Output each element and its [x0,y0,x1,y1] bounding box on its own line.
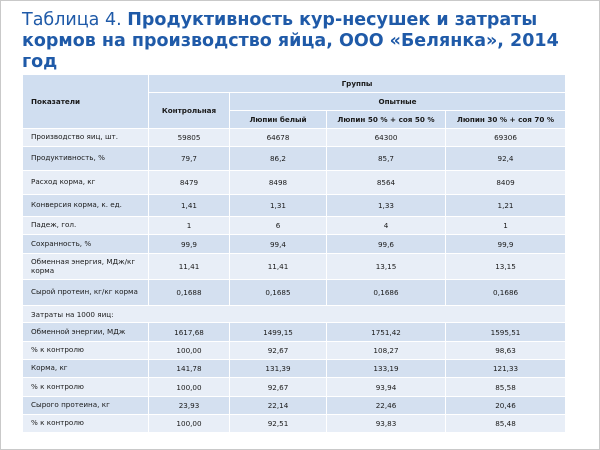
cell-value: 69306 [446,129,566,147]
cell-value: 1595,51 [446,323,566,342]
cell-value: 22,46 [327,397,446,415]
row-label: Обменная энергия, МДж/кг корма [23,254,149,280]
table-row [23,378,566,397]
cell-value: 1 [446,217,566,235]
table-row [23,129,566,147]
table-row [23,306,566,323]
table-row [23,342,566,360]
header-exp-lupin50-soy50: Люпин 50 % + соя 50 % [327,111,446,129]
table-row [23,397,566,415]
cell-value: 92,4 [446,147,566,171]
title-main: Продуктивность кур-несушек и затраты кормов на производство яйца, ООО «Белянка», 2014 год [22,10,559,72]
row-label: Сохранность, % [23,235,149,254]
cell-value: 0,1686 [446,280,566,306]
cell-value: 133,19 [327,360,446,378]
table-row [23,235,566,254]
cell-value: 11,41 [230,254,327,280]
table-row [23,280,566,306]
row-label: Сырого протеина, кг [23,397,149,415]
cell-value: 1499,15 [230,323,327,342]
cell-value: 79,7 [149,147,230,171]
cell-value: 99,6 [327,235,446,254]
row-label: Производство яиц, шт. [23,129,149,147]
row-label: % к контролю [23,378,149,397]
cell-value: 13,15 [327,254,446,280]
cell-value: 100,00 [149,378,230,397]
cell-value: 4 [327,217,446,235]
title-lead: Таблица 4. [22,10,122,30]
table-row [23,323,566,342]
header-experimental: Опытные [230,93,566,111]
cell-value: 20,46 [446,397,566,415]
cell-value: 85,7 [327,147,446,171]
cell-value: 93,83 [327,415,446,433]
cell-value: 11,41 [149,254,230,280]
cell-value: 8498 [230,171,327,195]
row-label: Конверсия корма, к. ед. [23,195,149,217]
data-table [22,74,566,433]
cell-value: 8409 [446,171,566,195]
row-label: Расход корма, кг [23,171,149,195]
cell-value: 92,51 [230,415,327,433]
cell-value: 8564 [327,171,446,195]
cell-value: 131,39 [230,360,327,378]
table-row [23,360,566,378]
cell-value: 100,00 [149,342,230,360]
cell-value: 1617,68 [149,323,230,342]
table-row [23,171,566,195]
row-label: % к контролю [23,342,149,360]
cell-value: 92,67 [230,378,327,397]
cell-value: 85,48 [446,415,566,433]
cell-value: 85,58 [446,378,566,397]
row-label: Падеж, гол. [23,217,149,235]
cell-value: 6 [230,217,327,235]
cell-value: 59805 [149,129,230,147]
cell-value: 93,94 [327,378,446,397]
header-exp-lupin30-soy70: Люпин 30 % + соя 70 % [446,111,566,129]
table-row [23,147,566,171]
cell-value: 0,1686 [327,280,446,306]
cell-value: 0,1685 [230,280,327,306]
row-label: % к контролю [23,415,149,433]
row-label: Корма, кг [23,360,149,378]
cell-value: 13,15 [446,254,566,280]
cell-value: 92,67 [230,342,327,360]
cell-value: 8479 [149,171,230,195]
cell-value: 98,63 [446,342,566,360]
slide-title [22,10,582,73]
cell-value: 86,2 [230,147,327,171]
cell-value: 99,9 [446,235,566,254]
cell-value: 1,33 [327,195,446,217]
header-exp-lupin-white: Люпин белый [230,111,327,129]
cell-value: 1,31 [230,195,327,217]
table-row [23,195,566,217]
header-groups: Группы [149,75,566,93]
cell-value: 64678 [230,129,327,147]
table-row [23,254,566,280]
header-control: Контрольная [149,93,230,129]
cell-value: 1,41 [149,195,230,217]
header-param: Показатели [23,75,149,129]
cell-value: 100,00 [149,415,230,433]
row-label: Продуктивность, % [23,147,149,171]
cell-value: 108,27 [327,342,446,360]
cell-value: 22,14 [230,397,327,415]
cell-value: 99,9 [149,235,230,254]
row-label: Сырой протеин, кг/кг корма [23,280,149,306]
cell-value: 141,78 [149,360,230,378]
cell-value: 1,21 [446,195,566,217]
cell-value: 64300 [327,129,446,147]
cell-value: 0,1688 [149,280,230,306]
cell-value: 23,93 [149,397,230,415]
table-row [23,217,566,235]
cell-value: 1751,42 [327,323,446,342]
row-label: Обменной энергии, МДж [23,323,149,342]
cell-value: 99,4 [230,235,327,254]
table-row [23,415,566,433]
section-label: Затраты на 1000 яиц: [23,306,566,323]
cell-value: 121,33 [446,360,566,378]
cell-value: 1 [149,217,230,235]
